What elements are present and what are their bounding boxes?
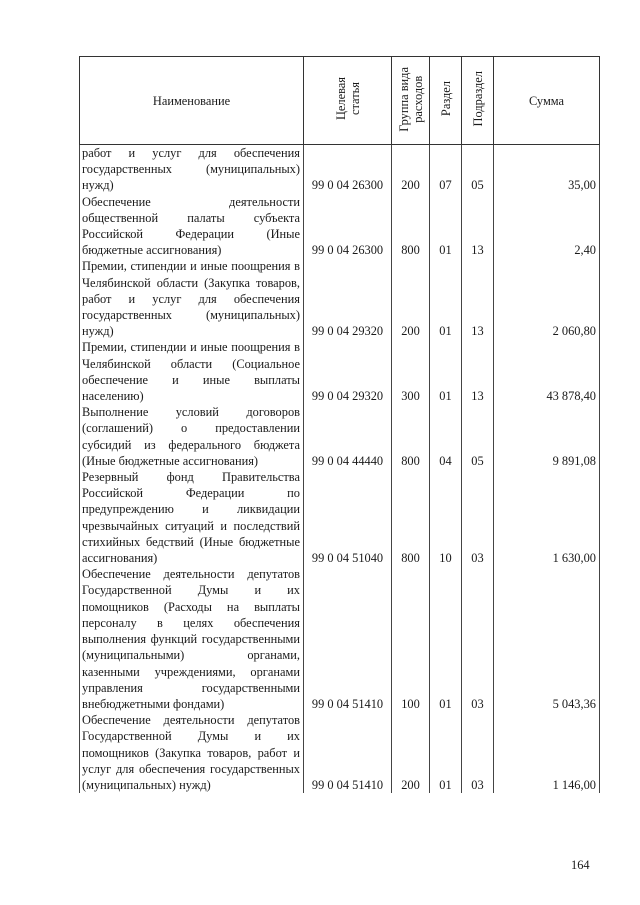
row-subsection: 05 [462, 145, 494, 194]
row-expense-group: 800 [392, 194, 430, 259]
row-sum: 9 891,08 [494, 404, 600, 469]
table-row [80, 566, 600, 712]
row-target-article: 99 0 04 51410 [304, 566, 392, 712]
header-subsection-label: Подраздел [470, 71, 485, 127]
table-row [80, 469, 600, 566]
header-expense-group [392, 57, 430, 145]
table-row [80, 712, 600, 793]
row-subsection: 05 [462, 404, 494, 469]
row-expense-group: 200 [392, 258, 430, 339]
row-sum: 5 043,36 [494, 566, 600, 712]
row-sum: 2,40 [494, 194, 600, 259]
header-subsection [462, 57, 494, 145]
row-name: работ и услуг для обеспечения государственных (муниципальных) нужд) [80, 145, 304, 194]
table-row [80, 339, 600, 404]
row-sum: 35,00 [494, 145, 600, 194]
row-section: 01 [430, 712, 462, 793]
row-subsection: 13 [462, 194, 494, 259]
row-target-article: 99 0 04 44440 [304, 404, 392, 469]
header-name: Наименование [80, 57, 304, 145]
header-sum: Сумма [494, 57, 600, 145]
row-name: Выполнение условий договоров (соглашений) о предоставлении субсидий из федерального бюджета (Иные бюджетные ассигнования) [80, 404, 304, 469]
row-subsection: 13 [462, 339, 494, 404]
row-target-article: 99 0 04 26300 [304, 194, 392, 259]
row-expense-group: 200 [392, 712, 430, 793]
table-row [80, 194, 600, 259]
table-row [80, 404, 600, 469]
row-subsection: 03 [462, 566, 494, 712]
row-section: 07 [430, 145, 462, 194]
row-expense-group: 800 [392, 404, 430, 469]
row-name: Обеспечение деятельности общественной палаты субъекта Российской Федерации (Иные бюджетные ассигнования) [80, 194, 304, 259]
row-sum: 43 878,40 [494, 339, 600, 404]
row-subsection: 03 [462, 469, 494, 566]
header-target-article [304, 57, 392, 145]
row-expense-group: 100 [392, 566, 430, 712]
row-section: 10 [430, 469, 462, 566]
row-target-article: 99 0 04 51040 [304, 469, 392, 566]
header-section-label: Раздел [438, 81, 453, 117]
row-name: Резервный фонд Правительства Российской Федерации по предупреждению и ликвидации чрезвычайных ситуаций и последствий стихийных бедствий (Иные бюджетные ассигнования) [80, 469, 304, 566]
row-section: 01 [430, 566, 462, 712]
row-target-article: 99 0 04 51410 [304, 712, 392, 793]
row-sum: 1 146,00 [494, 712, 600, 793]
row-section: 01 [430, 258, 462, 339]
row-target-article: 99 0 04 26300 [304, 145, 392, 194]
header-target-label: Целевая статья [333, 77, 362, 121]
header-section [430, 57, 462, 145]
row-expense-group: 800 [392, 469, 430, 566]
row-sum: 1 630,00 [494, 469, 600, 566]
page-number: 164 [571, 858, 590, 872]
table-header [80, 57, 600, 145]
row-expense-group: 200 [392, 145, 430, 194]
row-section: 04 [430, 404, 462, 469]
row-section: 01 [430, 194, 462, 259]
row-subsection: 03 [462, 712, 494, 793]
header-group-label: Группа вида расходов [396, 66, 425, 132]
row-subsection: 13 [462, 258, 494, 339]
row-sum: 2 060,80 [494, 258, 600, 339]
row-name: Премии, стипендии и иные поощрения в Челябинской области (Закупка товаров, работ и услуг для обеспечения государственных (муниципальных) нужд) [80, 258, 304, 339]
table-body [80, 145, 600, 794]
row-target-article: 99 0 04 29320 [304, 339, 392, 404]
budget-table [79, 56, 600, 793]
row-target-article: 99 0 04 29320 [304, 258, 392, 339]
row-expense-group: 300 [392, 339, 430, 404]
row-section: 01 [430, 339, 462, 404]
table-row [80, 258, 600, 339]
row-name: Премии, стипендии и иные поощрения в Челябинской области (Социальное обеспечение и иные выплаты населению) [80, 339, 304, 404]
row-name: Обеспечение деятельности депутатов Государственной Думы и их помощников (Расходы на выплаты персоналу в целях обеспечения выполнения функций государственными (муниципальными) органами, казенными учреждениями, органами управления государственными внебюджетными фондами) [80, 566, 304, 712]
table-row [80, 145, 600, 194]
row-name: Обеспечение деятельности депутатов Государственной Думы и их помощников (Закупка товаров, работ и услуг для обеспечения государственных (муниципальных) нужд) [80, 712, 304, 793]
